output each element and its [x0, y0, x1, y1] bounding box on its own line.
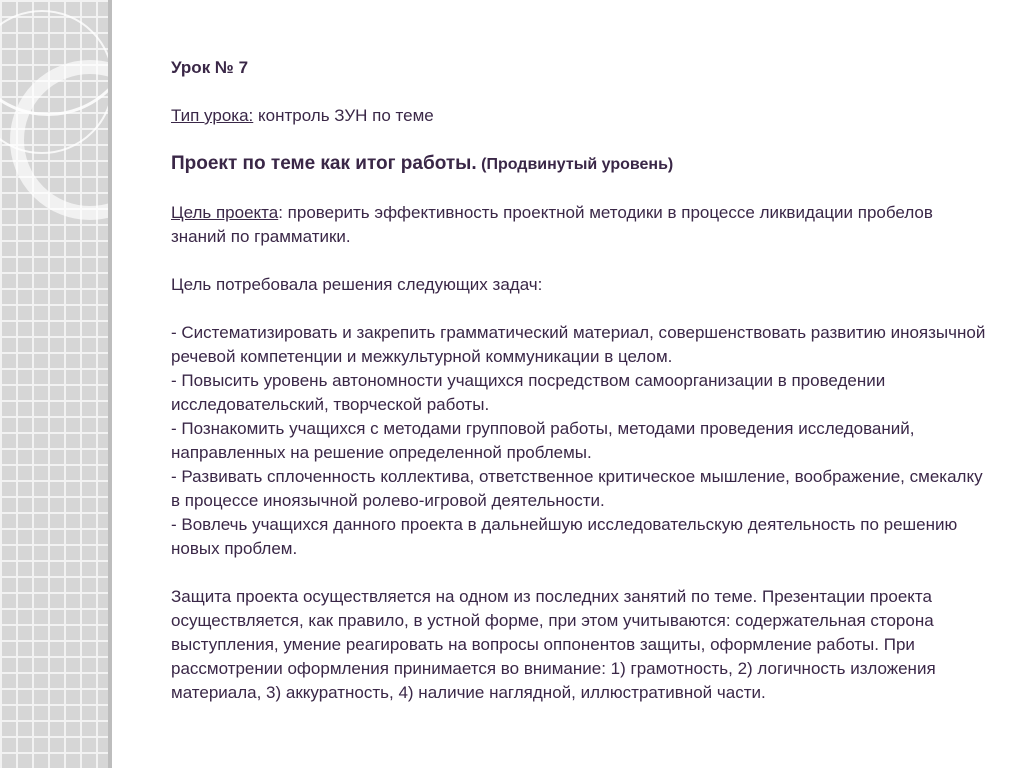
task-item: - Развивать сплоченность коллектива, ответственное критическое мышление, воображение, смекалку в процессе иноязычной ролево-игровой деятельности.	[171, 467, 983, 510]
tasks-intro: Цель потребовала решения следующих задач:	[171, 275, 543, 294]
project-goal-label: Цель проекта	[171, 203, 279, 222]
project-goal-text: : проверить эффективность проектной методики в процессе ликвидации пробелов знаний по грамматики.	[171, 203, 933, 246]
task-item: - Познакомить учащихся с методами групповой работы, методами проведения исследований, направленных на решение определенной проблемы.	[171, 419, 915, 462]
task-item: - Повысить уровень автономности учащихся посредством самоорганизации в проведении исследовательский, творческой работы.	[171, 371, 886, 414]
project-heading	[171, 152, 991, 177]
lesson-type-label: Тип урока:	[171, 106, 254, 125]
project-level: (Продвинутый уровень)	[476, 156, 674, 173]
project-title: Проект по теме как итог работы.	[171, 153, 477, 174]
lesson-type-value: контроль ЗУН по теме	[253, 106, 434, 125]
lesson-type	[171, 104, 991, 128]
lesson-title: Урок № 7	[171, 58, 249, 77]
slide-content	[171, 56, 991, 705]
defense-paragraph: Защита проекта осуществляется на одном из последних занятий по теме. Презентации проекта осуществляется, как правило, в устной форме, при этом учитываются: содержательная сторона выступления, умение реагировать на вопросы оппонентов защиты, оформление работы. При рассмотрении оформления принимается во внимание: 1) грамотность, 2) логичность изложения материала, 3) аккуратность, 4) наличие наглядной, иллюстративной части.	[171, 587, 936, 702]
task-item: - Систематизировать и закрепить грамматический материал, совершенствовать развитию иноязычной речевой компетенции и межкультурной коммуникации в целом.	[171, 323, 986, 366]
project-goal	[171, 201, 991, 249]
decorative-side-panel	[0, 0, 112, 768]
task-item: - Вовлечь учащихся данного проекта в дальнейшую исследовательскую деятельность по решению новых проблем.	[171, 515, 958, 558]
